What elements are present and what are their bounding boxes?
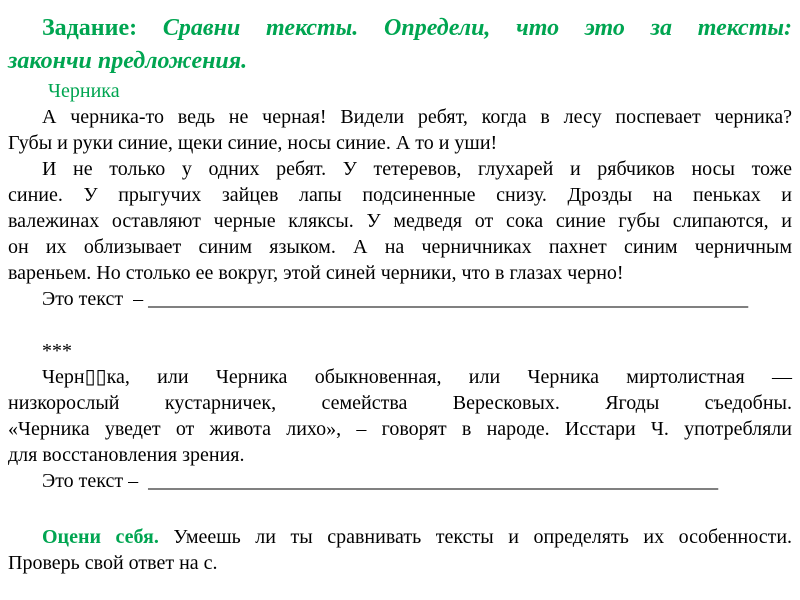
task-heading-line-1 bbox=[8, 12, 792, 45]
task-heading-line-2: закончи предложения. bbox=[8, 48, 248, 74]
text1-paragraph1-line: Губы и руки синие, щеки синие, носы синие. А то и уши! bbox=[8, 132, 498, 154]
text1-paragraph2-line: валежинах оставляют черные кляксы. У медведя от сока синие губы слипаются, и bbox=[8, 210, 792, 232]
text2-paragraph-line: «Черника уведет от живота лихо», – говорят в народе. Исстари Ч. употребляли bbox=[8, 418, 792, 440]
text1-paragraph2-line: он их облизывает синим языком. А на черничниках пахнет синим черничным bbox=[8, 236, 792, 258]
task-heading-label: Задание: bbox=[42, 15, 138, 41]
text1-paragraph1-line: А черника-то ведь не черная! Видели ребят, когда в лесу поспевает черника? bbox=[42, 106, 792, 128]
text2-paragraph-line: низкорослый кустарничек, семейства Вересковых. Ягоды съедобны. bbox=[8, 392, 792, 414]
text1-paragraph2-line: вареньем. Но столько ее вокруг, этой синей черники, что в глазах черно! bbox=[8, 262, 624, 284]
self-check-label: Оцени себя. bbox=[42, 526, 159, 548]
text1-title: Черника bbox=[48, 80, 120, 102]
self-check-line-2: Проверь свой ответ на с. bbox=[8, 552, 218, 574]
separator-asterisks: *** bbox=[42, 340, 72, 362]
text2-paragraph-line: Черн▯▯ка, или Черника обыкновенная, или Черника миртолистная — bbox=[42, 366, 792, 388]
text1-paragraph2-line: синие. У прыгучих зайцев лапы подсиненные снизу. Дрозды на пеньках и bbox=[8, 184, 792, 206]
text1-paragraph2-line: И не только у одних ребят. У тетеревов, глухарей и рябчиков носы тоже bbox=[42, 158, 792, 180]
task-heading-instruction: Сравни тексты. Определи, что это за тексты: bbox=[162, 15, 793, 41]
text2-paragraph-line: для восстановления зрения. bbox=[8, 444, 245, 466]
self-check-line-1 bbox=[8, 524, 792, 550]
answer-blank-2: Это текст – _________________________________________________________ bbox=[42, 470, 719, 492]
self-check-text: Умеешь ли ты сравнивать тексты и определять их особенности. bbox=[173, 526, 793, 548]
answer-blank-1: Это текст – ____________________________________________________________ bbox=[42, 288, 749, 310]
